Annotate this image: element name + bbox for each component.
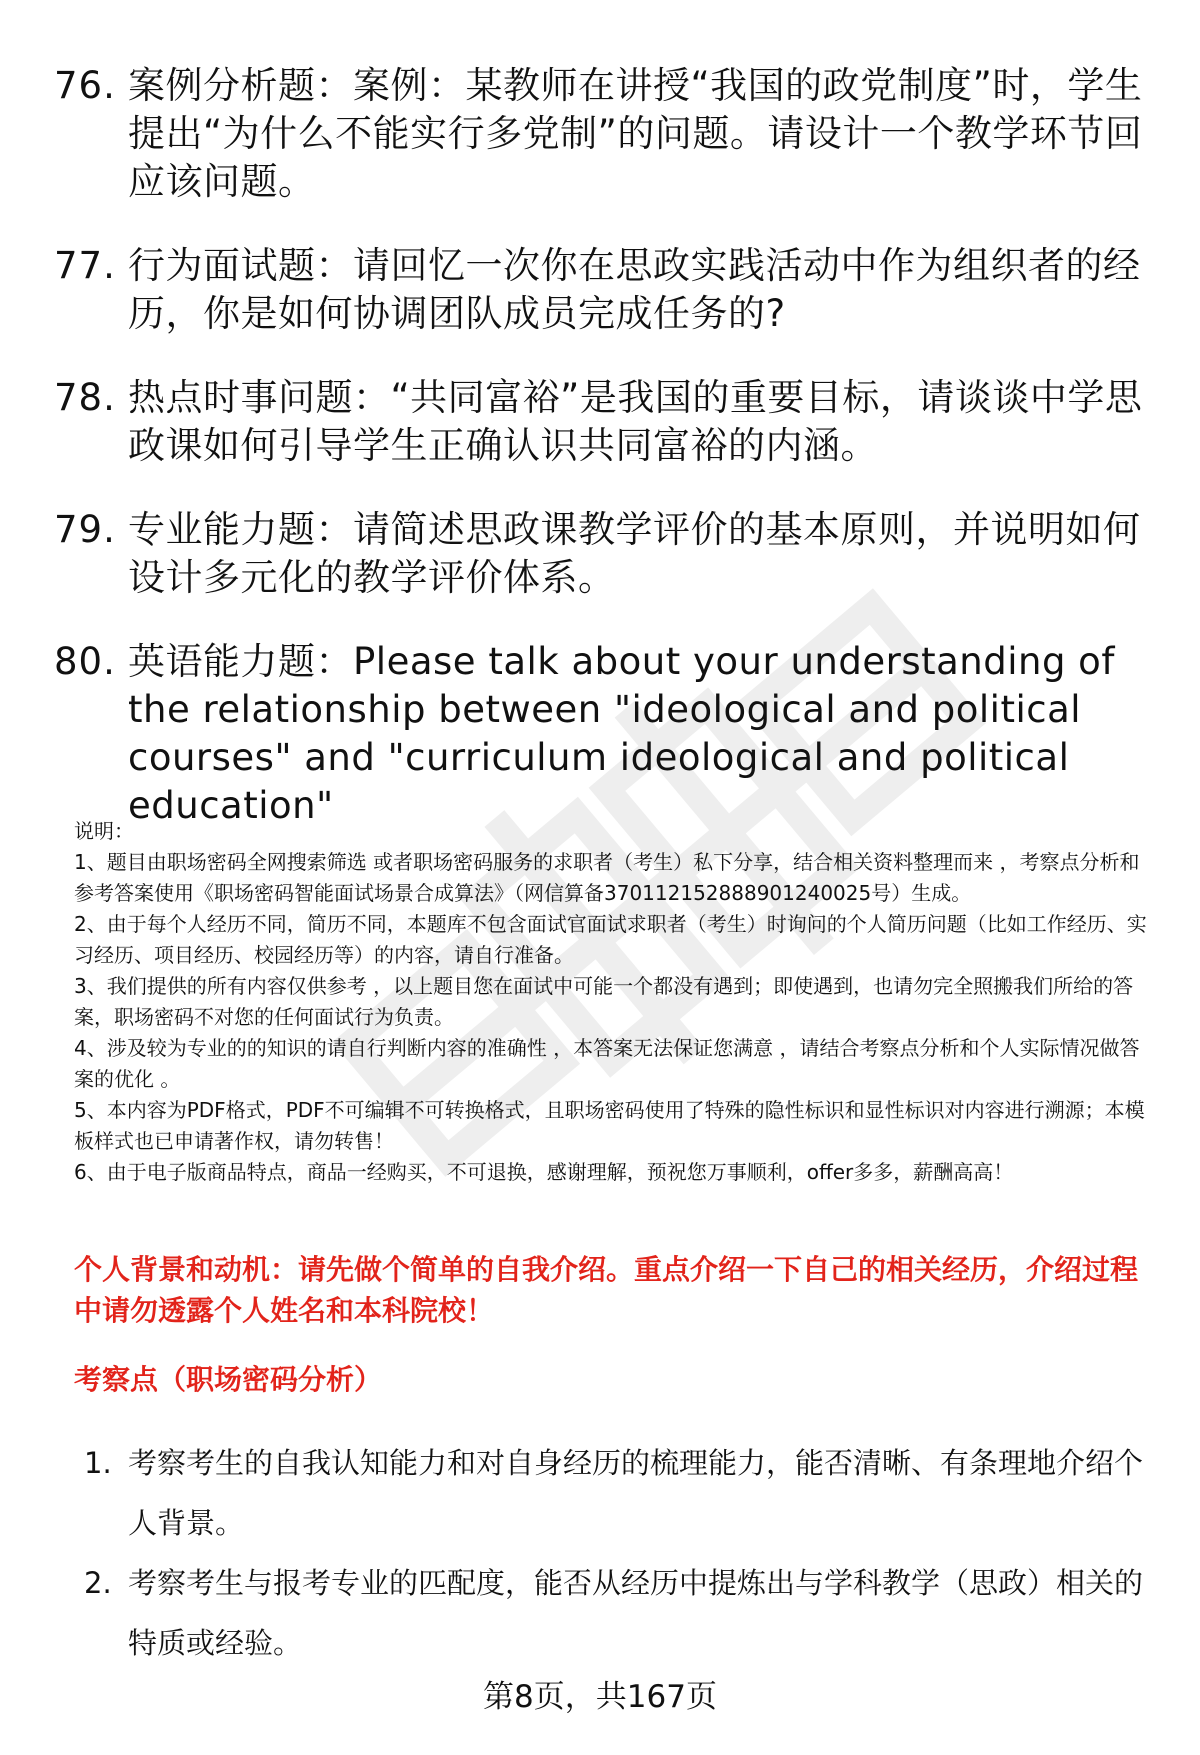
analysis-point (84, 1553, 1159, 1673)
question-text: 专业能力题：请简述思政课教学评价的基本原则，并说明如何设计多元化的教学评价体系。 (128, 508, 1141, 599)
question-list (54, 62, 1154, 866)
question-number: 77. (54, 244, 116, 287)
question-item (54, 638, 1154, 830)
question-item (54, 374, 1154, 470)
question-text: 案例分析题：案例：某教师在讲授“我国的政党制度”时，学生提出“为什么不能实行多党制”的问题。请设计一个教学环节回应该问题。 (128, 64, 1143, 203)
section-heading: 个人背景和动机：请先做个简单的自我介绍。重点介绍一下自己的相关经历，介绍过程中请勿透露个人姓名和本科院校！ (74, 1253, 1139, 1327)
question-text: 英语能力题：Please talk about your understanding of the relationship between "ideological and political courses" and "curriculum ideological and political education" (128, 640, 1115, 827)
question-number: 80. (54, 640, 116, 683)
question-item (54, 506, 1154, 602)
note-item: 4、涉及较为专业的的知识的请自行判断内容的准确性 ，本答案无法保证您满意 ，请结合考察点分析和个人实际情况做答案的优化 。 (74, 1036, 1140, 1091)
note-item: 5、本内容为PDF格式，PDF不可编辑不可转换格式，且职场密码使用了特殊的隐性标识和显性标识对内容进行溯源；本模板样式也已申请著作权，请勿转售！ (74, 1098, 1145, 1153)
question-text: 行为面试题：请回忆一次你在思政实践活动中作为组织者的经历，你是如何协调团队成员完成任务的? (128, 244, 1141, 335)
point-number: 2. (84, 1566, 112, 1600)
question-number: 78. (54, 376, 116, 419)
point-text: 考察考生与报考专业的匹配度，能否从经历中提炼出与学科教学（思政）相关的特质或经验。 (128, 1566, 1144, 1660)
note-item: 6、由于电子版商品特点，商品一经购买，不可退换，感谢理解，预祝您万事顺利，offer多多，薪酬高高！ (74, 1160, 1014, 1184)
question-text: 热点时事问题：“共同富裕”是我国的重要目标，请谈谈中学思政课如何引导学生正确认识共同富裕的内涵。 (128, 376, 1143, 467)
notes-block (74, 816, 1159, 1188)
question-number: 79. (54, 508, 116, 551)
analysis-point (84, 1433, 1159, 1553)
point-number: 1. (84, 1446, 112, 1480)
question-item (54, 62, 1154, 206)
question-number: 76. (54, 64, 116, 107)
question-item (54, 242, 1154, 338)
notes-title: 说明： (74, 819, 134, 843)
page-number: 第8页，共167页 (483, 1679, 717, 1715)
section-subheading: 考察点（职场密码分析） (74, 1363, 383, 1396)
note-item: 2、由于每个人经历不同，简历不同，本题库不包含面试官面试求职者（考生）时询问的个人简历问题（比如工作经历、实习经历、项目经历、校园经历等）的内容，请自行准备。 (74, 912, 1147, 967)
note-item: 3、我们提供的所有内容仅供参考 ，以上题目您在面试中可能一个都没有遇到；即使遇到，也请勿完全照搬我们所给的答案，职场密码不对您的任何面试行为负责。 (74, 974, 1134, 1029)
note-item: 1、题目由职场密码全网搜索筛选 或者职场密码服务的求职者（考生）私下分享，结合相关资料整理而来 ，考察点分析和参考答案使用《职场密码智能面试场景合成算法》（网信算备370112152888901240025号）生成。 (74, 850, 1140, 905)
analysis-point-list (84, 1433, 1159, 1673)
point-text: 考察考生的自我认知能力和对自身经历的梳理能力，能否清晰、有条理地介绍个人背景。 (128, 1446, 1144, 1540)
